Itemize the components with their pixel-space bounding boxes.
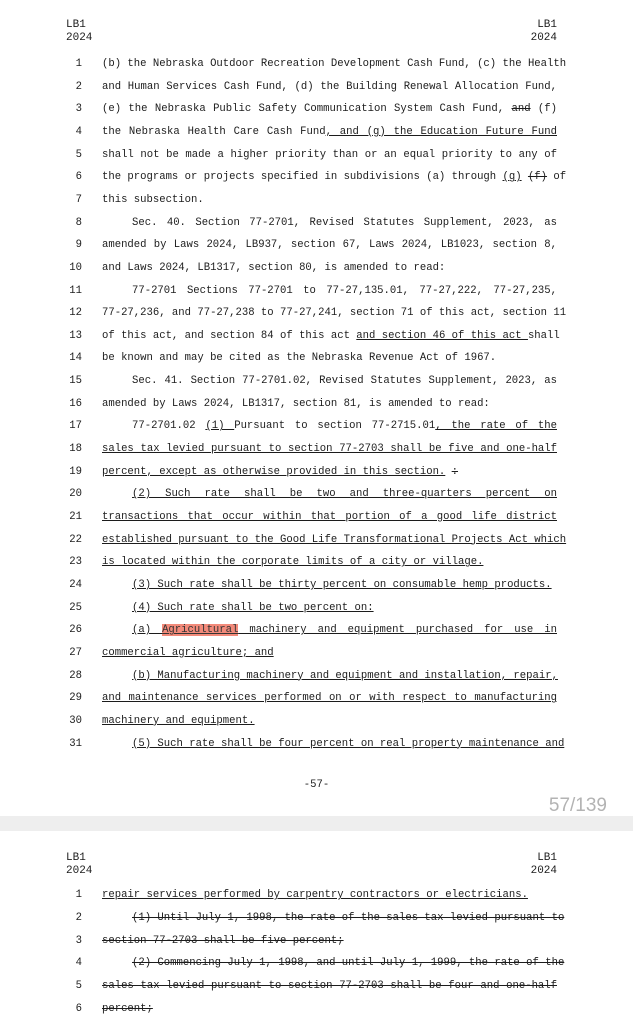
page-counter: 57/139 bbox=[548, 795, 607, 816]
line-text bbox=[102, 420, 557, 432]
inserted-text: (1) bbox=[205, 420, 235, 433]
line-number: 16 bbox=[69, 397, 82, 410]
line-text bbox=[102, 556, 557, 568]
text-segment: the Nebraska Health Care Cash Fund bbox=[102, 125, 326, 138]
line-number: 28 bbox=[69, 669, 82, 682]
line-text bbox=[102, 126, 557, 138]
inserted-text: is located within the corporate limits of a city or village. bbox=[102, 556, 484, 569]
line-number: 7 bbox=[75, 193, 82, 206]
line-number: 10 bbox=[69, 261, 82, 274]
line-number: 26 bbox=[69, 624, 82, 637]
line-text bbox=[102, 103, 557, 115]
text-line bbox=[0, 556, 633, 576]
text-line bbox=[0, 58, 633, 78]
text-line bbox=[0, 81, 633, 101]
text-line bbox=[0, 285, 633, 305]
line-number: 11 bbox=[69, 284, 82, 297]
line-number: 4 bbox=[75, 957, 82, 970]
inserted-text: machinery and equipment purchased for use in bbox=[238, 624, 557, 637]
line-number: 27 bbox=[69, 646, 82, 659]
line-number: 4 bbox=[75, 125, 82, 138]
inserted-text: (4) Such rate shall be two percent on: bbox=[132, 601, 374, 614]
line-number: 9 bbox=[75, 239, 82, 252]
line-text bbox=[102, 980, 557, 992]
line-text bbox=[102, 488, 557, 500]
line-number: 21 bbox=[69, 511, 82, 523]
line-text bbox=[102, 511, 557, 523]
line-text bbox=[102, 602, 557, 614]
line-text bbox=[102, 579, 557, 591]
line-text bbox=[102, 307, 567, 320]
struck-text: section 77-2703 shall be five percent; bbox=[102, 934, 344, 947]
header-right-year: 2024 bbox=[530, 32, 557, 44]
line-text bbox=[102, 329, 560, 342]
text-line bbox=[0, 420, 633, 440]
line-text bbox=[102, 352, 557, 364]
line-number: 31 bbox=[69, 737, 82, 750]
header-left-year: 2024 bbox=[66, 865, 93, 877]
inserted-text: machinery and equipment. bbox=[102, 714, 255, 727]
inserted-text: and maintenance services performed on or with respect to manufacturing bbox=[102, 692, 557, 705]
line-text bbox=[102, 737, 565, 750]
inserted-text: and section 46 of this act bbox=[356, 329, 528, 342]
text-line bbox=[0, 171, 633, 191]
text-line bbox=[0, 738, 633, 758]
line-number: 13 bbox=[69, 329, 82, 342]
text-line bbox=[0, 602, 633, 622]
line-number: 5 bbox=[75, 980, 82, 993]
line-text bbox=[102, 889, 557, 901]
text-line bbox=[0, 935, 633, 955]
text-line bbox=[0, 217, 633, 237]
line-number: 6 bbox=[75, 1003, 82, 1015]
inserted-text: transactions that occur within that portion of a good life district bbox=[102, 511, 557, 523]
text-line bbox=[0, 534, 633, 554]
text-line bbox=[0, 103, 633, 123]
text-segment: amended by Laws 2024, LB937, section 67, Laws 2024, LB1023, section 8, bbox=[102, 239, 557, 252]
inserted-text: commercial agriculture; and bbox=[102, 646, 274, 659]
text-line bbox=[0, 511, 633, 531]
header-right-bill: LB1 bbox=[537, 852, 557, 864]
text-line bbox=[0, 980, 633, 1000]
text-segment: and Human Services Cash Fund, (d) the Building Renewal Allocation Fund, bbox=[102, 80, 557, 93]
line-number: 2 bbox=[75, 80, 82, 93]
struck-text: and bbox=[511, 103, 531, 116]
text-segment: Sec. 40. Section 77-2701, Revised Statutes Supplement, 2023, as bbox=[132, 216, 557, 229]
inserted-text: , the rate of the bbox=[435, 420, 557, 433]
line-text bbox=[102, 624, 557, 636]
line-number: 17 bbox=[69, 420, 82, 433]
text-line bbox=[0, 624, 633, 644]
header-right bbox=[531, 19, 557, 45]
text-segment: this subsection. bbox=[102, 193, 204, 206]
line-text bbox=[102, 262, 557, 274]
line-text bbox=[102, 647, 557, 659]
line-number: 14 bbox=[69, 352, 82, 365]
inserted-text: (g) bbox=[502, 171, 522, 184]
inserted-text: (b) Manufacturing machinery and equipment and installation, repair, bbox=[132, 669, 558, 682]
text-segment: shall not be made a higher priority than or an equal priority to any of bbox=[102, 148, 557, 161]
header-right bbox=[531, 852, 557, 878]
line-number: 19 bbox=[69, 465, 82, 478]
header-left-bill: LB1 bbox=[66, 852, 86, 864]
highlighted-word: Agricultural bbox=[162, 624, 239, 637]
text-segment: 77-2701 Sections 77-2701 to 77-27,135.01, 77-27,222, 77-27,235, bbox=[132, 284, 557, 297]
inserted-text: , and (g) the Education Future Fund bbox=[325, 125, 557, 138]
inserted-text: repair services performed by carpentry contractors or electricians. bbox=[102, 889, 528, 901]
document-page-58 bbox=[0, 831, 633, 1023]
page-footer: -57- bbox=[303, 779, 330, 791]
inserted-text: (2) Such rate shall be two and three-quarters percent on bbox=[132, 488, 557, 501]
inserted-text: (5) Such rate shall be four percent on real property maintenance and bbox=[132, 737, 565, 750]
inserted-text: established pursuant to the Good Life Transformational Projects Act which bbox=[102, 533, 567, 546]
text-line bbox=[0, 466, 633, 486]
text-segment: shall bbox=[527, 329, 560, 342]
line-text bbox=[102, 957, 565, 970]
text-line bbox=[0, 670, 633, 690]
line-number: 24 bbox=[69, 578, 82, 591]
line-text bbox=[102, 58, 567, 70]
line-text bbox=[102, 149, 557, 161]
line-number: 20 bbox=[69, 488, 82, 501]
header-right-bill: LB1 bbox=[537, 19, 557, 31]
header-left bbox=[66, 852, 92, 878]
line-number: 1 bbox=[75, 58, 82, 70]
line-text bbox=[102, 935, 557, 947]
header-left bbox=[66, 19, 92, 45]
line-number: 25 bbox=[69, 601, 82, 614]
text-segment: the programs or projects specified in subdivisions (a) through bbox=[102, 171, 503, 184]
line-text bbox=[102, 285, 557, 297]
line-number: 22 bbox=[69, 533, 82, 546]
line-text bbox=[102, 171, 567, 184]
text-segment: 77-27,236, and 77-27,238 to 77-27,241, section 71 of this act, section 11 bbox=[102, 307, 567, 320]
text-line bbox=[0, 375, 633, 395]
text-segment: of this act, and section 84 of this act bbox=[102, 329, 357, 342]
text-segment: amended by Laws 2024, LB1317, section 81, is amended to read: bbox=[102, 397, 490, 410]
text-line bbox=[0, 488, 633, 508]
text-segment: 77-2701.02 bbox=[132, 420, 206, 433]
line-text bbox=[102, 911, 565, 924]
line-number: 29 bbox=[69, 692, 82, 705]
line-text bbox=[102, 466, 557, 478]
inserted-text: (3) Such rate shall be thirty percent on consumable hemp products. bbox=[132, 578, 552, 591]
struck-text: (1) Until July 1, 1998, the rate of the sales tax levied pursuant to bbox=[132, 911, 565, 924]
text-line bbox=[0, 352, 633, 372]
line-number: 12 bbox=[69, 307, 82, 320]
line-number: 18 bbox=[69, 443, 82, 456]
text-segment: (e) the Nebraska Public Safety Communication System Cash Fund, bbox=[102, 103, 512, 116]
struck-text: (f) bbox=[527, 171, 548, 184]
header-right-year: 2024 bbox=[530, 865, 557, 877]
text-line bbox=[0, 715, 633, 735]
struck-text: (2) Commencing July 1, 1998, and until July 1, 1999, the rate of the bbox=[132, 957, 565, 970]
text-line bbox=[0, 443, 633, 463]
line-number: 2 bbox=[75, 911, 82, 924]
line-text bbox=[102, 443, 557, 455]
line-number: 1 bbox=[75, 889, 82, 901]
text-line bbox=[0, 330, 633, 350]
text-line bbox=[0, 957, 633, 977]
text-line bbox=[0, 692, 633, 712]
text-line bbox=[0, 912, 633, 932]
line-text bbox=[102, 715, 557, 727]
text-segment: Pursuant to section 77-2715.01 bbox=[234, 420, 436, 433]
line-number: 3 bbox=[75, 103, 82, 116]
line-text bbox=[102, 194, 557, 206]
inserted-text: percent, except as otherwise provided in this section. bbox=[102, 465, 446, 478]
line-number: 8 bbox=[75, 216, 82, 229]
text-segment: Sec. 41. Section 77-2701.02, Revised Statutes Supplement, 2023, as bbox=[132, 375, 557, 388]
text-line bbox=[0, 1003, 633, 1023]
text-segment: (b) the Nebraska Outdoor Recreation Development Cash Fund, (c) the Health bbox=[102, 58, 567, 70]
line-text bbox=[102, 398, 557, 410]
text-line bbox=[0, 647, 633, 667]
line-text bbox=[102, 533, 567, 546]
text-line bbox=[0, 262, 633, 282]
line-text bbox=[102, 239, 557, 251]
header-left-year: 2024 bbox=[66, 32, 93, 44]
line-number: 30 bbox=[69, 714, 82, 727]
inserted-text: (a) bbox=[132, 624, 163, 637]
text-line bbox=[0, 579, 633, 599]
struck-text: : bbox=[451, 465, 459, 478]
header-left-bill: LB1 bbox=[66, 19, 86, 31]
text-segment: (f) bbox=[530, 103, 557, 116]
line-text bbox=[102, 217, 557, 229]
struck-text: sales tax levied pursuant to section 77-2703 shall be four and one-half bbox=[102, 980, 557, 993]
line-text bbox=[102, 81, 557, 93]
line-text bbox=[102, 692, 557, 704]
line-number: 15 bbox=[69, 375, 82, 388]
text-line bbox=[0, 149, 633, 169]
line-number: 3 bbox=[75, 934, 82, 947]
text-line bbox=[0, 398, 633, 418]
line-number: 23 bbox=[69, 556, 82, 569]
line-text bbox=[102, 670, 557, 682]
text-line bbox=[0, 239, 633, 259]
text-segment: and Laws 2024, LB1317, section 80, is amended to read: bbox=[102, 261, 446, 274]
text-line bbox=[0, 889, 633, 909]
text-segment: of bbox=[547, 171, 567, 184]
line-text bbox=[102, 1003, 557, 1015]
line-number: 5 bbox=[75, 148, 82, 161]
struck-text: percent; bbox=[102, 1003, 153, 1015]
text-segment: be known and may be cited as the Nebraska Revenue Act of 1967. bbox=[102, 352, 497, 365]
text-line bbox=[0, 194, 633, 214]
line-number: 6 bbox=[75, 171, 82, 184]
line-text bbox=[102, 375, 557, 387]
text-line bbox=[0, 126, 633, 146]
text-line bbox=[0, 307, 633, 327]
inserted-text: sales tax levied pursuant to section 77-2703 shall be five and one-half bbox=[102, 443, 557, 456]
